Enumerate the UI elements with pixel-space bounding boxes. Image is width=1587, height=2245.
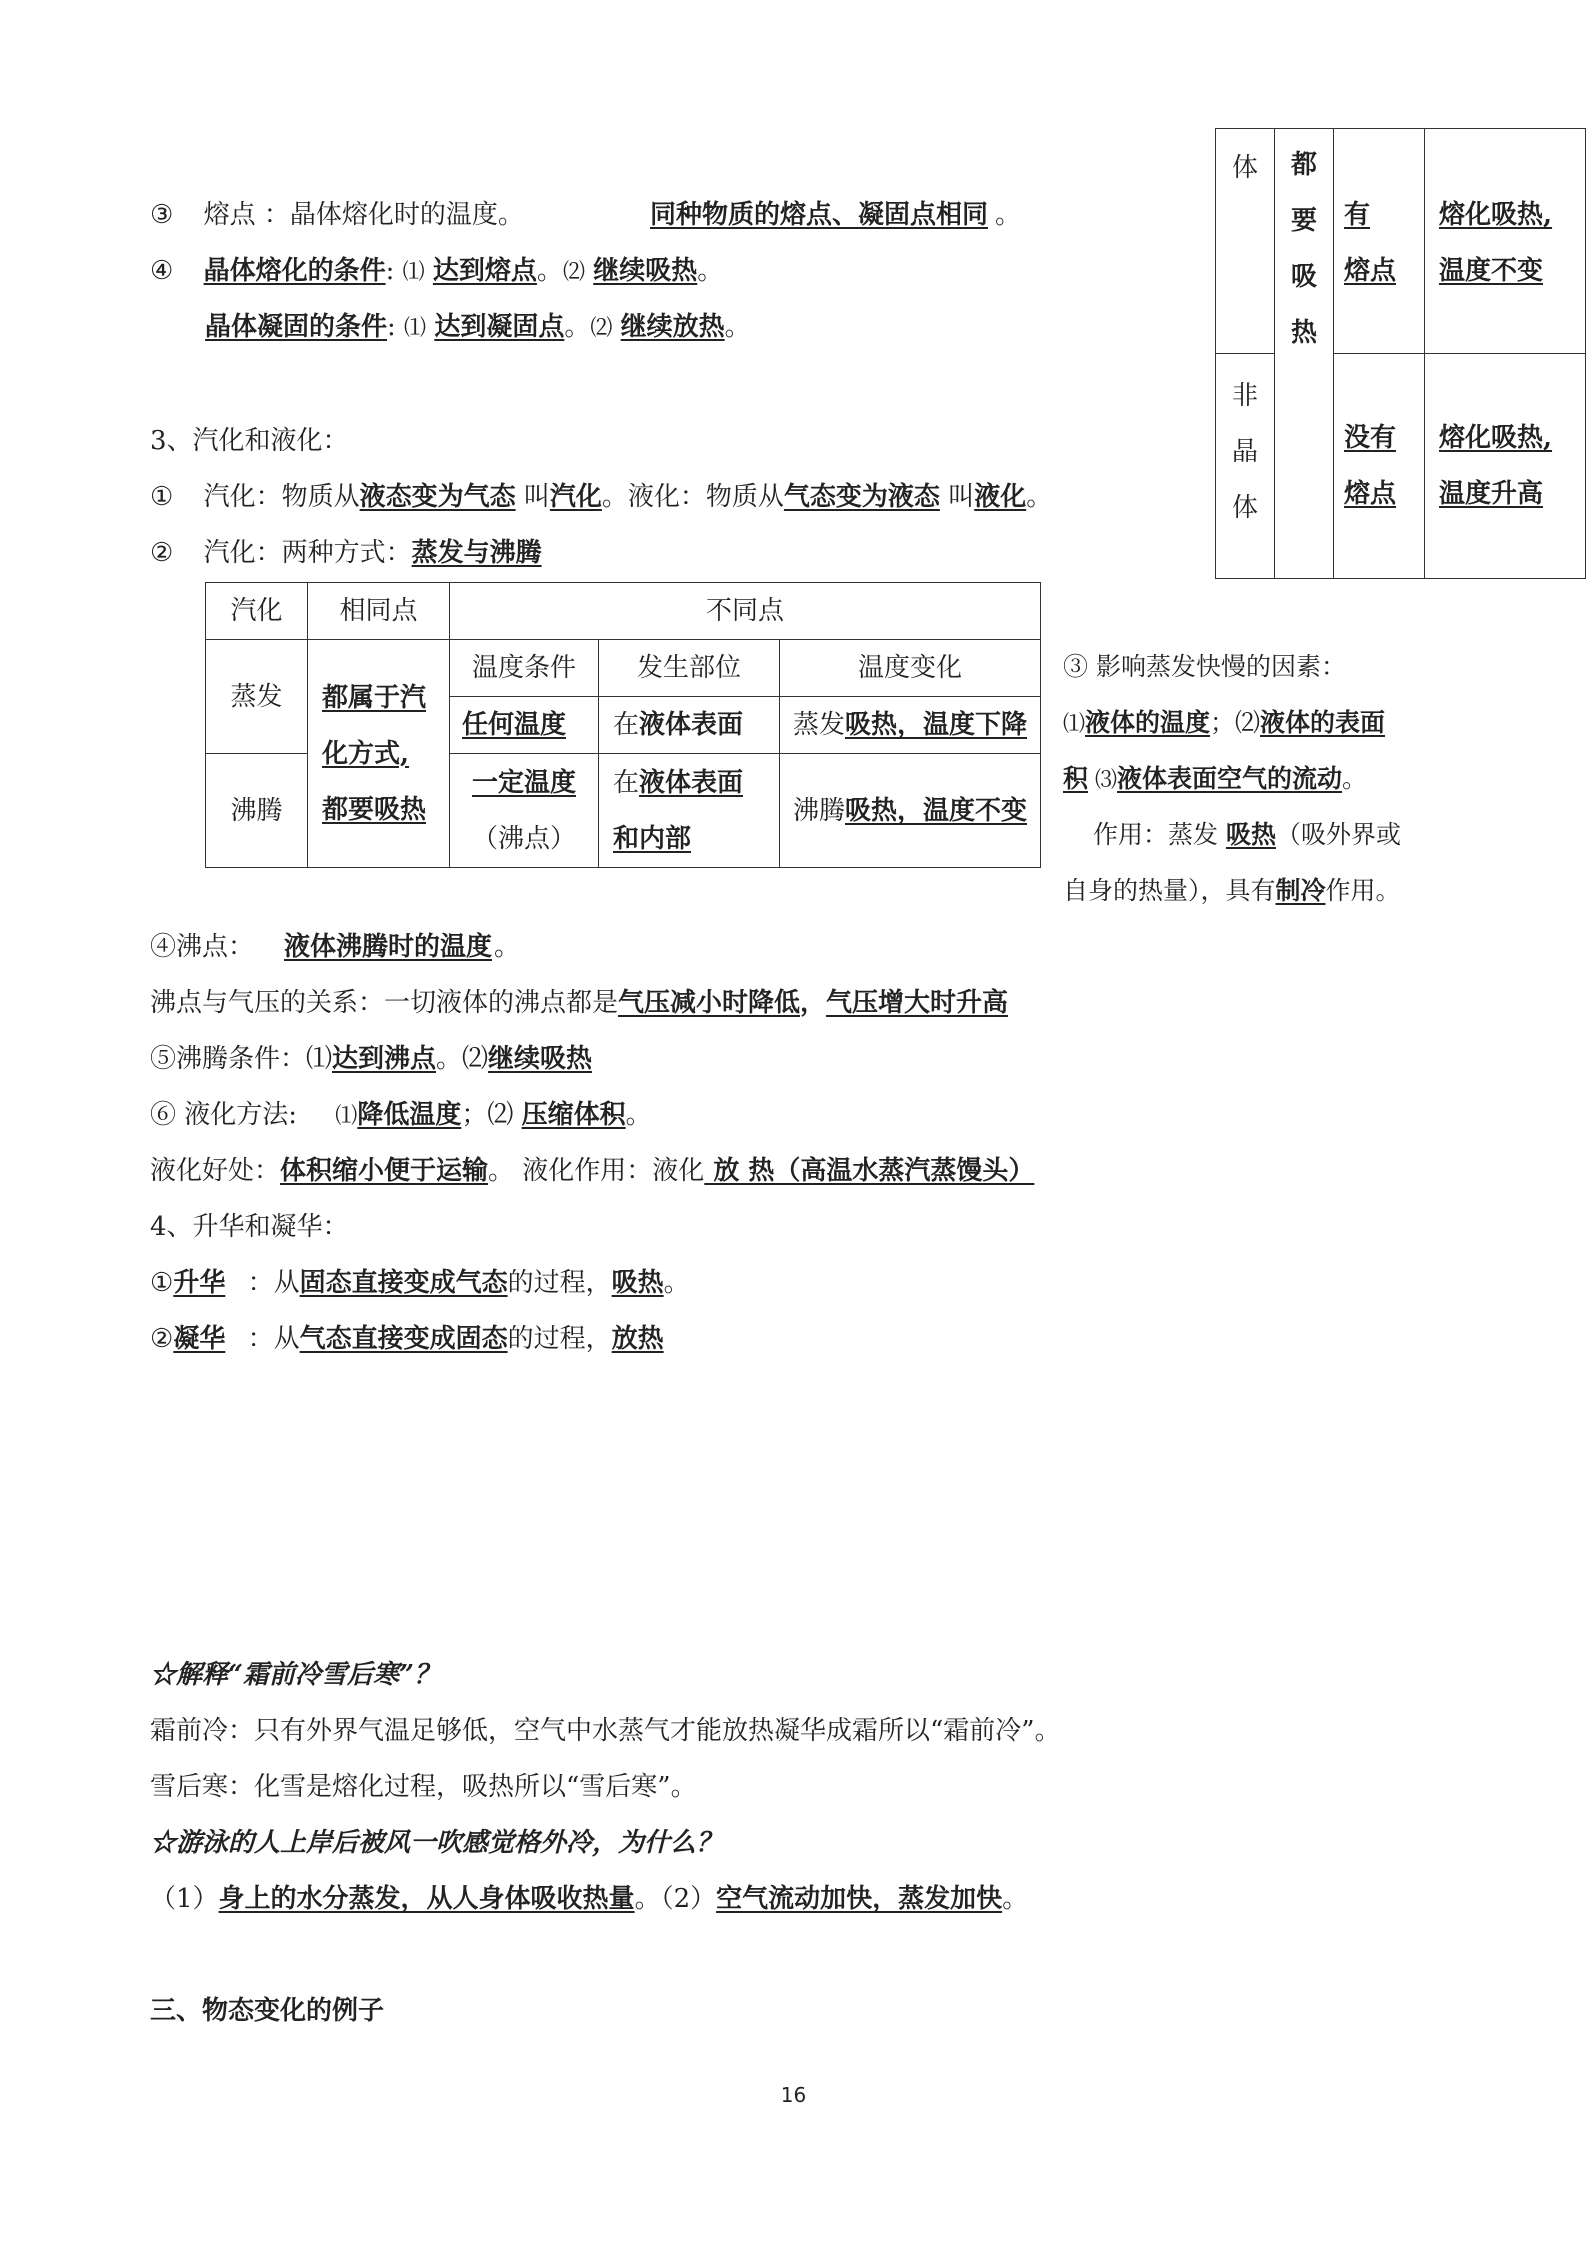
text: ：从 xyxy=(239,1324,300,1354)
item-number: ④ xyxy=(150,256,174,286)
text: 。 xyxy=(1026,482,1053,512)
key-answer: 气压增大时升高 xyxy=(826,988,1009,1018)
section-heading-examples: 三、物态变化的例子 xyxy=(150,1996,385,2026)
key-answer: 液态变为气态 xyxy=(359,482,516,512)
text: ⑤沸腾条件：⑴ xyxy=(150,1044,333,1074)
cell-boil-cond xyxy=(450,754,599,868)
text: 的过程， xyxy=(507,1324,612,1354)
period: 。 xyxy=(564,312,591,342)
key-answer: 液体表面空气的流动 xyxy=(1117,764,1343,793)
key-answer: 汽化 xyxy=(549,482,602,512)
key-answer: 放热 xyxy=(611,1324,664,1354)
cell-text: 没有 xyxy=(1344,423,1397,453)
term: 熔点 xyxy=(203,200,256,230)
key-answer: 体积缩小便于运输 xyxy=(280,1156,489,1186)
cell-text: 在 xyxy=(613,767,640,798)
cell-noncrystal xyxy=(1216,354,1275,579)
cell-text: 有 xyxy=(1344,200,1371,230)
period: 。 xyxy=(724,312,751,342)
cell-text: 体 xyxy=(1231,153,1258,183)
text: ， xyxy=(800,988,827,1018)
cell-text: 熔化吸热, xyxy=(1439,200,1553,230)
period: 。 xyxy=(697,256,724,286)
vaporization-table xyxy=(205,582,1041,868)
key-answer: 继续放热 xyxy=(620,312,725,342)
subheader-cell: 温度条件 xyxy=(450,640,599,697)
paren-number: ⑵ xyxy=(590,316,613,341)
paren-number: ⑴ xyxy=(335,1104,358,1129)
cell-char: 晶 xyxy=(1231,437,1258,467)
item-number: ① xyxy=(150,482,174,512)
cell-evap-part xyxy=(599,697,780,754)
key-answer: 达到沸点 xyxy=(332,1044,437,1074)
paren-number: ⑴ xyxy=(404,316,427,341)
evap-factors-title: ③ 影响蒸发快慢的因素： xyxy=(1063,652,1346,681)
text: 叫 xyxy=(948,482,975,512)
cell-text: 温度升高 xyxy=(1439,479,1544,509)
text: 作用：蒸发 xyxy=(1093,820,1226,849)
cell-evap-cond xyxy=(450,697,599,754)
key-answer: 液体的表面 xyxy=(1260,708,1386,737)
paren-number: ⑶ xyxy=(1088,768,1118,793)
cell-text: 熔点 xyxy=(1344,256,1397,286)
cell-evap-change xyxy=(780,697,1041,754)
cell-text: 温度不变 xyxy=(1439,256,1544,286)
text: 。⑵ xyxy=(436,1044,489,1074)
text: 。 xyxy=(494,932,521,962)
key-answer: 达到凝固点 xyxy=(434,312,565,342)
cell-all-absorb xyxy=(1275,129,1334,579)
cell-text: 熔点 xyxy=(1344,479,1397,509)
page-number: 16 xyxy=(780,2083,807,2107)
paren-number: ⑵ xyxy=(562,260,585,285)
text: ；⑵ xyxy=(1210,708,1261,737)
text: 。 xyxy=(663,1268,690,1298)
key-answer: 气态变为液态 xyxy=(783,482,940,512)
text: ② xyxy=(150,1324,174,1354)
colon: ： xyxy=(263,200,290,230)
key-answer: 制冷 xyxy=(1275,876,1326,905)
boiling-point-line xyxy=(150,930,521,964)
text: （1） xyxy=(150,1884,219,1914)
text: （吸外界或 xyxy=(1275,820,1401,849)
paren-number: ⑴ xyxy=(1063,712,1086,737)
cell-text: 沸腾 xyxy=(792,795,845,826)
key-point: 同种物质的熔点、凝固点相同 xyxy=(650,200,989,230)
key-answer: 凝华 xyxy=(173,1324,226,1354)
cell-crystal xyxy=(1216,129,1275,354)
cell-boil-change xyxy=(780,754,1041,868)
key-answer: 吸热 xyxy=(1225,820,1276,849)
key-term: 晶体熔化的条件 xyxy=(203,256,386,286)
colon: : xyxy=(387,312,396,342)
cell-char: 都 xyxy=(1290,150,1317,180)
cell-char: 非 xyxy=(1231,381,1258,411)
vaporization-definition-line xyxy=(150,480,1052,514)
text: 。 液化作用：液化 xyxy=(488,1156,705,1186)
cell-text: 熔化吸热, xyxy=(1439,423,1553,453)
cell-boil-part xyxy=(599,754,780,868)
key-answer: 吸热 xyxy=(611,1268,664,1298)
key-answer: 降低温度 xyxy=(357,1100,462,1130)
text: 汽化：物质从 xyxy=(203,482,360,512)
cell-text: 在 xyxy=(613,710,640,740)
cell-text: 化方式, xyxy=(322,738,410,769)
cell-text: 吸热，温度下降 xyxy=(845,710,1028,740)
cell-char: 吸 xyxy=(1290,262,1317,292)
text: ⑥ 液化方法: xyxy=(150,1100,298,1130)
text: 自身的热量），具有 xyxy=(1063,876,1276,905)
cell-no-mp xyxy=(1334,354,1425,579)
cell-char: 热 xyxy=(1290,318,1317,348)
cell-text: 任何温度 xyxy=(462,710,567,740)
item-number: ③ xyxy=(150,200,174,230)
cell-text: 蒸发 xyxy=(792,710,845,740)
text: 。 xyxy=(1342,764,1368,793)
evap-effect-line-2 xyxy=(1063,874,1401,908)
text: 汽化：两种方式： xyxy=(203,538,412,568)
item-number: ② xyxy=(150,538,174,568)
text: 叫 xyxy=(523,482,550,512)
liquefaction-benefit-line xyxy=(150,1154,1034,1188)
period: 。 xyxy=(536,256,563,286)
text: 。 xyxy=(625,1100,652,1130)
text: 液化好处： xyxy=(150,1156,281,1186)
row-label-boiling: 沸腾 xyxy=(206,754,308,868)
melt-condition-line xyxy=(150,254,723,290)
question-swimming: ☆游泳的人上岸后被风一吹感觉格外冷，为什么？ xyxy=(150,1828,723,1858)
vaporization-methods-line xyxy=(150,536,542,570)
cell-melt-rise xyxy=(1425,354,1586,579)
key-answer: 继续吸热 xyxy=(488,1044,593,1074)
header-cell: 相同点 xyxy=(308,583,450,640)
liquefaction-method-line xyxy=(150,1098,652,1134)
crystal-table xyxy=(1215,128,1586,579)
cell-text: 吸热，温度不变 xyxy=(845,795,1028,826)
boiling-pressure-line xyxy=(150,986,1008,1020)
evap-factors-line-1 xyxy=(1063,706,1385,742)
key-answer: 压缩体积 xyxy=(521,1100,626,1130)
key-answer: 气压减小时降低 xyxy=(618,988,801,1018)
key-answer: 液体沸腾时的温度 xyxy=(284,932,493,962)
evap-factors-line-2 xyxy=(1063,762,1367,798)
colon: : xyxy=(385,256,395,286)
text: 沸点与气压的关系：一切液体的沸点都是 xyxy=(150,988,619,1018)
cell-same xyxy=(308,640,450,868)
answer-snow: 雪后寒：化雪是熔化过程，吸热所以“雪后寒”。 xyxy=(150,1772,697,1802)
text: ；⑵ xyxy=(461,1100,522,1130)
melting-point-line xyxy=(150,198,1022,232)
freeze-condition-line xyxy=(205,310,751,346)
question-frost: ☆解释“霜前冷雪后寒”？ xyxy=(150,1660,440,1690)
text: ① xyxy=(150,1268,174,1298)
text: 。 xyxy=(1002,1884,1029,1914)
key-answer: 继续吸热 xyxy=(593,256,698,286)
key-answer: 放 热（高温水蒸汽蒸馒头） xyxy=(704,1156,1035,1186)
text: ④沸点： xyxy=(150,932,255,962)
row-label-evaporation: 蒸发 xyxy=(206,640,308,754)
text: 的过程， xyxy=(507,1268,612,1298)
key-answer: 固态直接变成气态 xyxy=(299,1268,508,1298)
key-answer: 身上的水分蒸发，从人身体吸收热量 xyxy=(218,1884,635,1914)
key-answer: 气态直接变成固态 xyxy=(299,1324,508,1354)
sublimation-line xyxy=(150,1266,690,1300)
key-answer: 液体的温度 xyxy=(1085,708,1211,737)
cell-has-mp xyxy=(1334,129,1425,354)
text: 。（2） xyxy=(634,1884,717,1914)
key-answer: 液化 xyxy=(974,482,1027,512)
key-answer: 空气流动加快，蒸发加快 xyxy=(716,1884,1003,1914)
answer-swimming xyxy=(150,1882,1028,1916)
evap-effect-line-1 xyxy=(1093,818,1401,852)
cell-text: 一定温度 xyxy=(471,767,576,798)
cell-text: 液体表面 xyxy=(639,767,744,798)
section-heading-sublimation: 4、升华和凝华： xyxy=(150,1212,349,1242)
cell-text: 和内部 xyxy=(613,823,692,854)
definition: 晶体熔化时的温度。 xyxy=(289,200,524,230)
cell-text: 都属于汽 xyxy=(322,682,427,713)
cell-char: 体 xyxy=(1231,493,1258,523)
key-answer: 升华 xyxy=(173,1268,226,1298)
text: 作用。 xyxy=(1325,876,1401,905)
subheader-cell: 发生部位 xyxy=(599,640,780,697)
header-cell: 汽化 xyxy=(206,583,308,640)
cell-melt-const xyxy=(1425,129,1586,354)
key-answer: 积 xyxy=(1063,764,1089,793)
boiling-condition-line xyxy=(150,1042,592,1076)
answer-frost: 霜前冷：只有外界气温足够低，空气中水蒸气才能放热凝华成霜所以“霜前冷”。 xyxy=(150,1716,1061,1746)
header-cell: 不同点 xyxy=(450,583,1041,640)
paren-number: ⑴ xyxy=(402,260,425,285)
cell-text: 都要吸热 xyxy=(322,794,427,825)
period: 。 xyxy=(995,200,1022,230)
cell-text: 液体表面 xyxy=(639,710,744,740)
text: 。液化：物质从 xyxy=(601,482,784,512)
cell-text: （沸点） xyxy=(471,823,576,854)
cell-char: 要 xyxy=(1290,206,1317,236)
deposition-line xyxy=(150,1322,664,1356)
subheader-cell: 温度变化 xyxy=(780,640,1041,697)
key-term: 晶体凝固的条件 xyxy=(205,312,388,342)
section-heading-vaporization: 3、汽化和液化： xyxy=(150,426,349,456)
key-answer: 达到熔点 xyxy=(432,256,537,286)
text: ：从 xyxy=(239,1268,300,1298)
key-answer: 蒸发与沸腾 xyxy=(411,538,542,568)
